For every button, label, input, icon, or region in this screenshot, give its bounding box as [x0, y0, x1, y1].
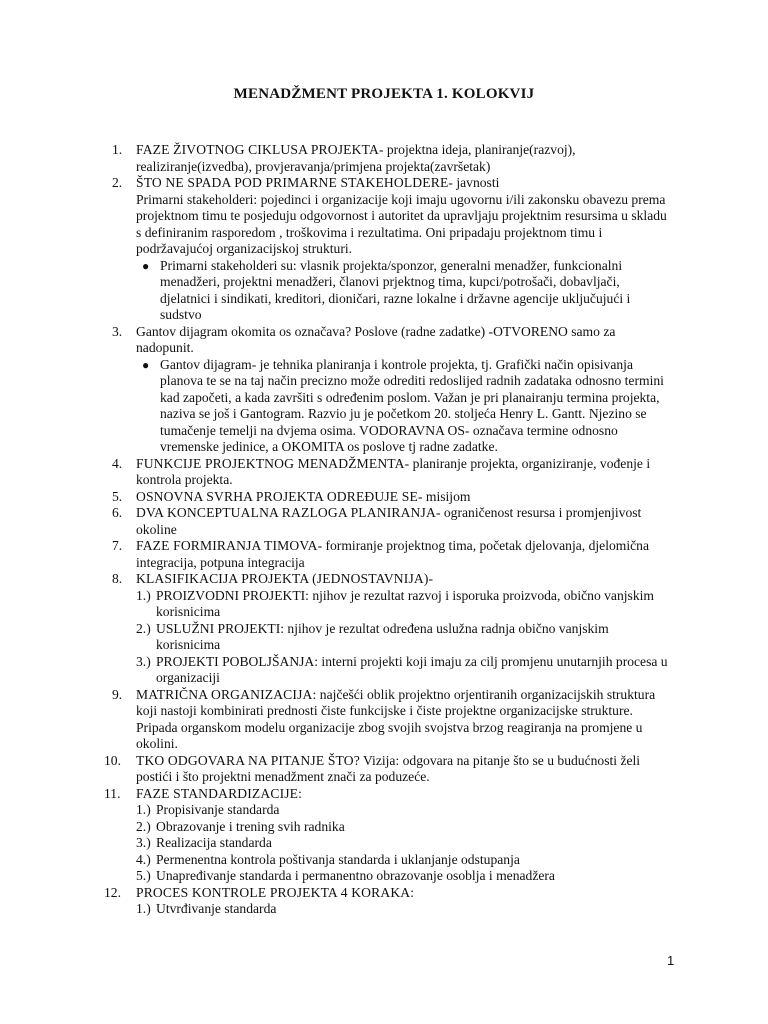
sub-item [136, 802, 668, 819]
sub-item-heading: PROJEKTI POBOLJŠANJA: [156, 653, 319, 669]
sub-item-number: 3.) [136, 835, 151, 850]
item-heading: MATRIČNA ORGANIZACIJA: [136, 686, 317, 702]
sub-item-text: Obrazovanje i trening svih radnika [156, 818, 345, 834]
item-heading: KLASIFIKACIJA PROJEKTA (JEDNOSTAVNIJA)- [136, 571, 434, 586]
page-title: MENADŽMENT PROJEKTA 1. KOLOKVIJ [233, 86, 535, 102]
sub-item [136, 819, 668, 836]
sub-item-text: Propisivanje standarda [156, 802, 280, 817]
bullet-icon: ● [142, 357, 150, 372]
bullet-text: Gantov dijagram- je tehnika planiranja i kontrole projekta, tj. Grafički način opisivanja planova te se na taj način precizno može odrediti redoslijed radnih zadataka odnosno termini kad započeti, a kada završiti s određenim poslom. Važan je pri planairanju termina projekta, naziva se još i Gantogram. Razvio ju je početkom 20. stoljeća Henry L. Gantt. Njezino se tumačenje temelji na dvjema osima. VODORAVNA OS- označava termine odnosno vremenske jedinice, a OKOMITA os poslove tj radne zadatke. [160, 356, 664, 454]
sub-item [136, 588, 668, 621]
item-number: 5. [112, 488, 123, 504]
sub-item-number: 2.) [136, 620, 151, 636]
item-heading: DVA KONCEPTUALNA RAZLOGA PLANIRANJA [136, 505, 436, 520]
sub-item [136, 654, 668, 687]
item-text: najčešći oblik projektno orjentiranih organizacijskih struktura koji nastoji kombinirati prednosti čiste funkcijske i čiste projektne organizacijske strukture. Pripada organskom modelu organizacije zbog svojih svojstva brzog reagiranja na promjene u okolini. [136, 686, 656, 751]
sub-item-text: interni projekti koji imaju za cilj promjenu unutarnjih procesa u organizaciji [156, 653, 668, 685]
item-heading: FUNKCIJE PROJEKTNOG MENADŽMENTA [136, 455, 405, 471]
item-number: 1. [112, 142, 123, 157]
item-heading: ŠTO NE SPADA POD PRIMARNE STAKEHOLDERE [136, 175, 449, 190]
bullet-icon: ● [142, 258, 150, 273]
list-item [112, 571, 668, 687]
sub-item-heading: USLUŽNI PROJEKTI: [156, 620, 285, 636]
sub-item-number: 3.) [136, 653, 151, 669]
page-number: 1 [667, 953, 675, 968]
item-number: 7. [112, 538, 123, 553]
sub-item-text: Permenentna kontrola poštivanja standarda i uklanjanje odstupanja [156, 851, 520, 867]
item-number: 10. [104, 752, 121, 768]
list-item [112, 142, 668, 175]
item-number: 3. [112, 323, 123, 339]
list-item [112, 324, 668, 456]
sub-item [136, 852, 668, 869]
item-text: - misijom [417, 488, 471, 504]
sub-item [136, 835, 668, 852]
sub-item-text: njihov je rezultat razvoj i isporuka proizvoda, obično vanjskim korisnicima [156, 587, 654, 619]
item-paragraph: Primarni stakeholderi: pojedinci i organizacije koji imaju ugovornu i/ili zakonsku obavezu prema projektnom timu te posjeduju odgovornost i autoritet da upravljaju projektnim resursima u skladu s definiranim rasporedom , troškovima i rezultatima. Oni pripadaju projektnom timu i podržavajućoj organizacijskoj strukturi. [136, 191, 667, 256]
item-text: - javnosti [448, 175, 500, 190]
sub-item-heading: PROIZVODNI PROJEKTI: [156, 587, 309, 603]
sub-item-text: Utvrđivanje standarda [156, 901, 277, 916]
item-text: - planiranje projekta, organiziranje, vođenje i kontrola projekta. [136, 455, 651, 487]
item-text: - ograničenost resursa i promjenjivost okoline [136, 505, 642, 537]
sub-item-number: 1.) [136, 901, 151, 916]
list-item [112, 489, 668, 506]
list-item [112, 505, 668, 538]
item-text: Gantov dijagram okomita os označava? Poslove (radne zadatke) -OTVORENO samo za nadopunit. [136, 323, 616, 355]
item-heading: FAZE STANDARDIZACIJE: [136, 785, 303, 801]
list-item [104, 785, 668, 885]
item-heading: FAZE ŽIVOTNOG CIKLUSA PROJEKTA [136, 142, 379, 157]
sub-item [136, 868, 668, 885]
document-body [104, 142, 668, 918]
item-heading: TKO ODGOVARA NA PITANJE ŠTO? [136, 752, 360, 768]
item-number: 8. [112, 571, 123, 586]
list-item [104, 752, 668, 786]
sub-item [136, 621, 668, 654]
list-item [112, 175, 668, 324]
bullet-text: Primarni stakeholderi su: vlasnik projekta/sponzor, generalni menadžer, funkcionalni menadžeri, projektni menadžeri, članovi prjektnog tima, kupci/potrošači, dobavljači, djelatnici i sindikati, kreditori, dioničari, razne lokalne i državne agencije uključujući i sudstvo [160, 257, 631, 322]
item-heading: FAZE FORMIRANJA TIMOVA [136, 538, 318, 553]
sub-item-number: 5.) [136, 868, 151, 883]
list-item [112, 456, 668, 489]
item-number: 12. [104, 884, 121, 900]
sub-item-number: 2.) [136, 818, 151, 834]
item-number: 4. [112, 455, 123, 471]
item-heading: OSNOVNA SVRHA PROJEKTA ODREĐUJE SE [136, 488, 418, 504]
sub-item-text: Unapređivanje standarda i permanentno obrazovanje osoblja i menadžera [156, 868, 555, 883]
sub-item-number: 1.) [136, 587, 151, 603]
bullet-item [136, 258, 668, 324]
item-heading: PROCES KONTROLE PROJEKTA 4 KORAKA: [136, 884, 415, 900]
sub-item-text: njihov je rezultat određena uslužna radnja obično vanjskim korisnicima [156, 620, 609, 652]
item-number: 11. [104, 785, 121, 801]
sub-item [136, 901, 668, 918]
item-text: Vizija: odgovara na pitanje što se u budućnosti želi postići i što projektni menadžment znači za poduzeće. [136, 752, 641, 784]
bullet-item [136, 357, 668, 456]
list-item [112, 687, 668, 753]
sub-item-number: 4.) [136, 851, 151, 867]
item-number: 2. [112, 175, 123, 190]
item-number: 9. [112, 686, 123, 702]
list-item [104, 884, 668, 918]
sub-item-text: Realizacija standarda [156, 835, 272, 850]
item-text: - projektna ideja, planiranje(razvoj), realiziranje(izvedba), provjeravanja/primjena projekta(završetak) [136, 142, 576, 174]
item-text: - formiranje projektnog tima, početak djelovanja, djelomična integracija, potpuna integracija [136, 538, 649, 570]
sub-item-number: 1.) [136, 802, 151, 817]
list-item [112, 538, 668, 571]
item-number: 6. [112, 505, 123, 520]
